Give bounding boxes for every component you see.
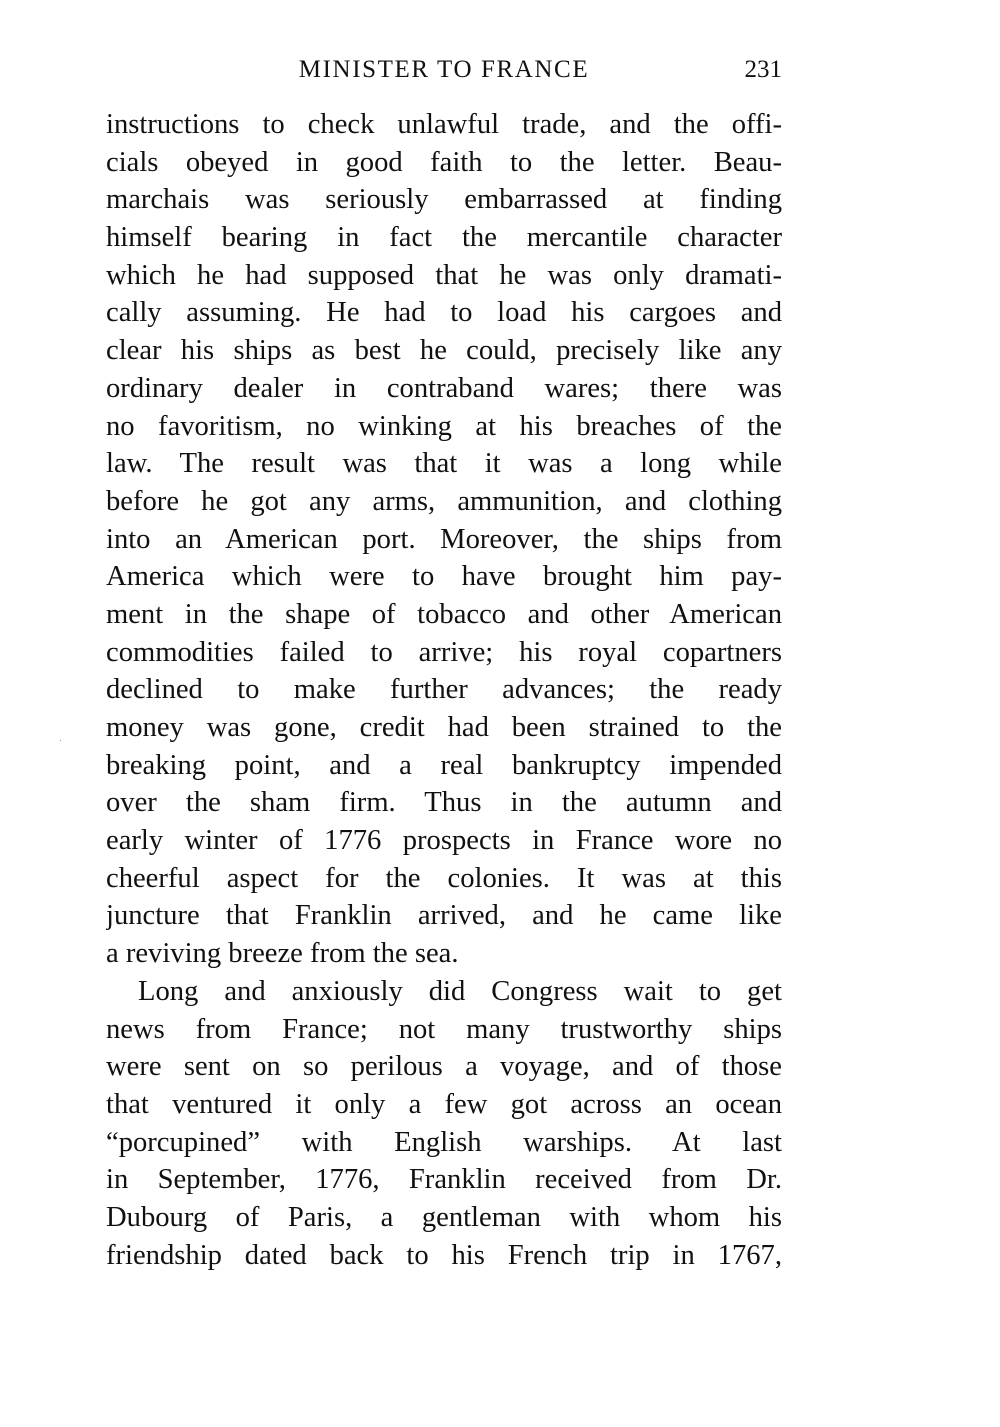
running-title: MINISTER TO FRANCE xyxy=(298,56,590,83)
paragraph-2 xyxy=(106,973,782,1275)
text-line: clear his ships as best he could, precisely like any xyxy=(106,335,782,367)
text-line: commodities failed to arrive; his royal copartners xyxy=(106,636,782,668)
text-line: America which were to have brought him pay- xyxy=(106,561,782,593)
body-text xyxy=(106,106,782,1274)
text-line: friendship dated back to his French trip in 1767, xyxy=(106,1239,782,1271)
paper-speck xyxy=(60,740,61,741)
text-line: juncture that Franklin arrived, and he came like xyxy=(106,900,782,932)
text-line: cials obeyed in good faith to the letter. Beau- xyxy=(106,146,782,178)
text-line: which he had supposed that he was only dramati- xyxy=(106,259,782,291)
text-line: Long and anxiously did Congress wait to get xyxy=(138,975,782,1007)
text-line: over the sham firm. Thus in the autumn and xyxy=(106,787,782,819)
paragraph-1 xyxy=(106,106,782,973)
text-line: cheerful aspect for the colonies. It was at this xyxy=(106,862,782,894)
text-line: instructions to check unlawful trade, and the offi- xyxy=(106,109,782,140)
text-line: law. The result was that it was a long while xyxy=(106,448,782,480)
running-head xyxy=(106,52,782,88)
text-line: early winter of 1776 prospects in France wore no xyxy=(106,825,782,857)
text-line: news from France; not many trustworthy ships xyxy=(106,1013,782,1045)
text-line: before he got any arms, ammunition, and clothing xyxy=(106,485,782,517)
text-line: himself bearing in fact the mercantile character xyxy=(106,222,782,254)
text-line: “porcupined” with English warships. At last xyxy=(106,1126,782,1158)
text-line: that ventured it only a few got across an ocean xyxy=(106,1088,782,1120)
text-line: in September, 1776, Franklin received from Dr. xyxy=(106,1164,782,1196)
text-line: breaking point, and a real bankruptcy impended xyxy=(106,749,782,781)
text-line: marchais was seriously embarrassed at finding xyxy=(106,184,782,216)
text-line: money was gone, credit had been strained to the xyxy=(106,712,782,743)
text-line: Dubourg of Paris, a gentleman with whom his xyxy=(106,1201,782,1233)
text-line: a reviving breeze from the sea. xyxy=(106,938,459,970)
text-line: cally assuming. He had to load his cargoes and xyxy=(106,297,782,329)
text-line: no favoritism, no winking at his breaches of the xyxy=(106,410,782,442)
text-line: ment in the shape of tobacco and other American xyxy=(106,598,782,630)
text-line: declined to make further advances; the ready xyxy=(106,674,782,706)
text-line: were sent on so perilous a voyage, and of those xyxy=(106,1051,782,1083)
text-line: into an American port. Moreover, the ships from xyxy=(106,523,782,555)
text-line: ordinary dealer in contraband wares; there was xyxy=(106,372,782,404)
page-number: 231 xyxy=(744,56,782,83)
